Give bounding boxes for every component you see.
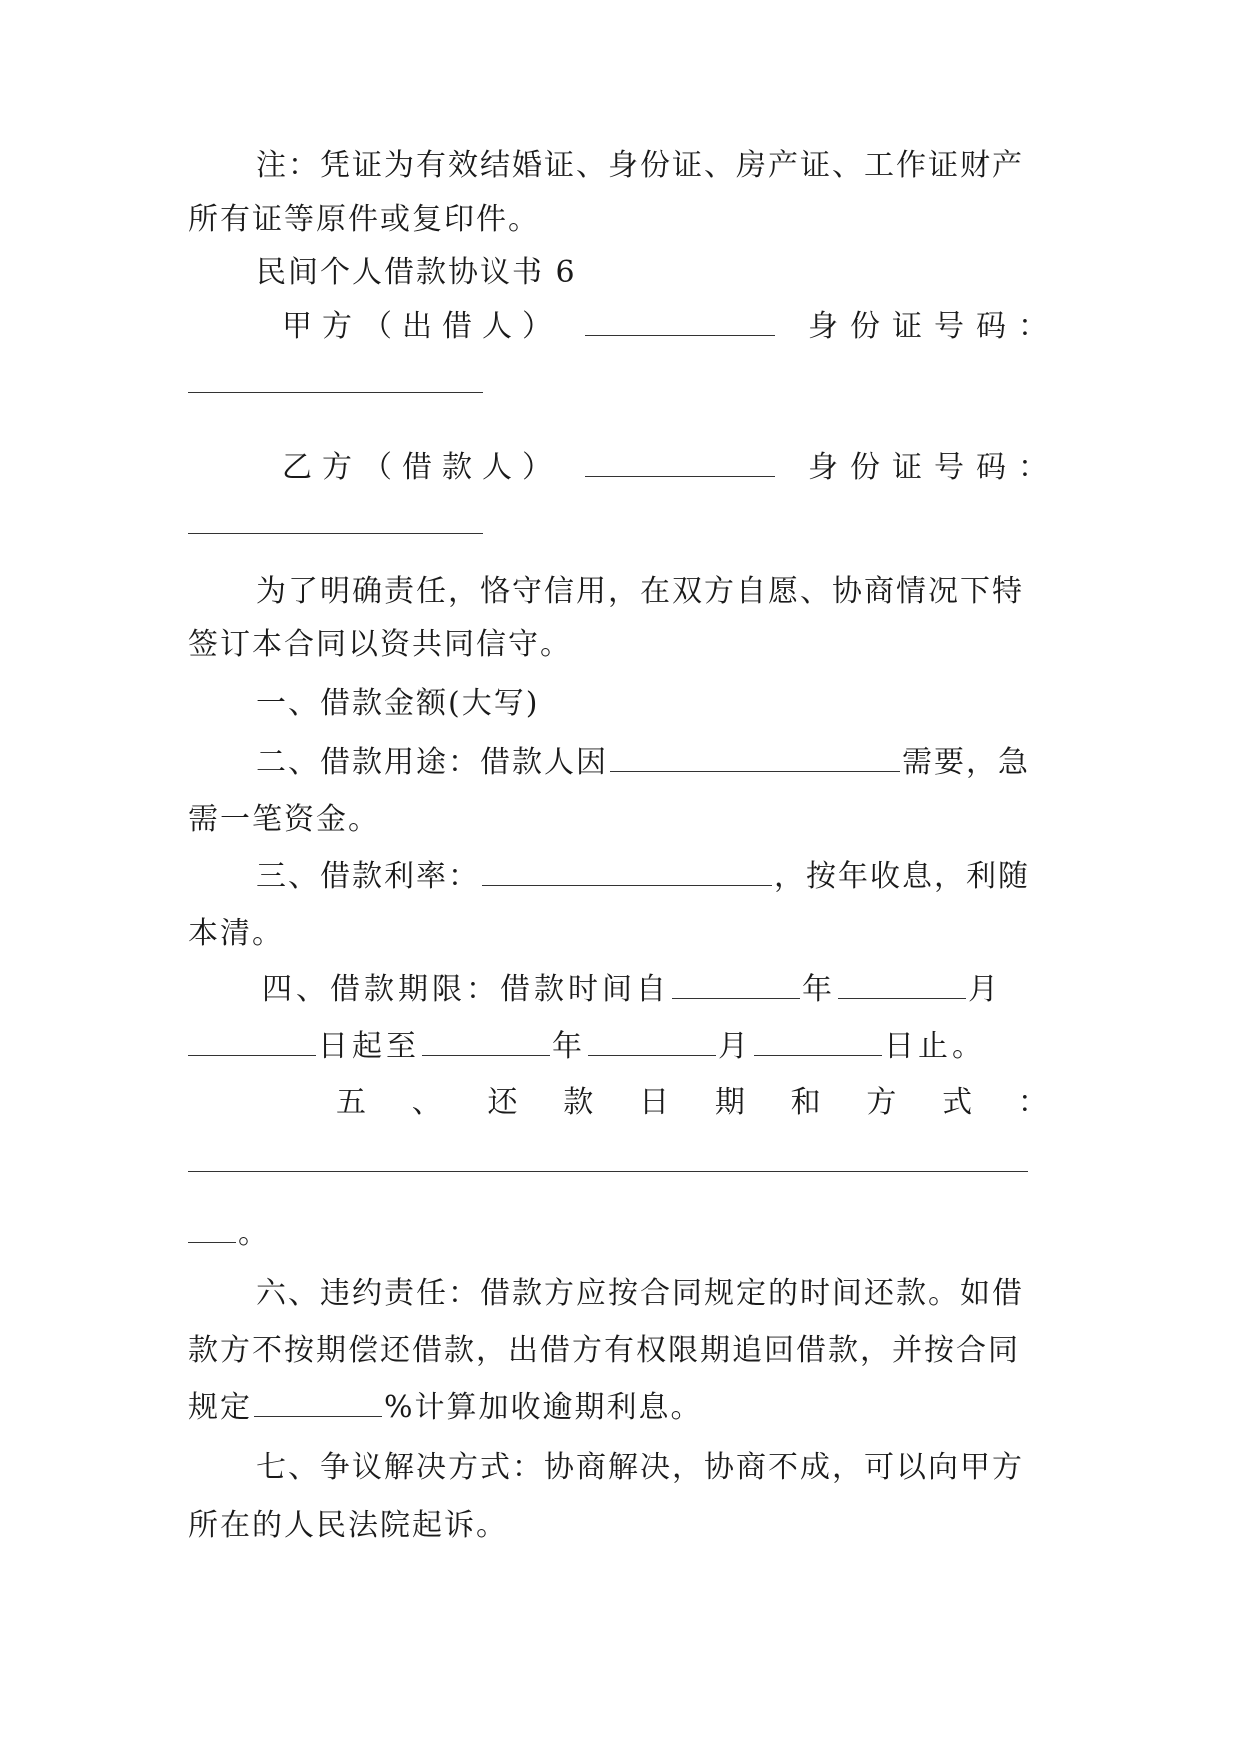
- clause-4-year: 年: [802, 972, 836, 1007]
- party-a-char: 人: [482, 309, 512, 344]
- intro-line-1: 为了明确责任，恪守信用，在双方自愿、协商情况下特: [256, 574, 1024, 609]
- party-a-char: 方: [322, 309, 352, 344]
- party-a-char: 借: [442, 309, 472, 344]
- clause-4-start-from: 日起至: [318, 1029, 420, 1064]
- party-b-id-label: [808, 448, 1048, 488]
- clause-4-month-2: 月: [718, 1029, 752, 1064]
- id-label-char: 份: [850, 450, 880, 485]
- clause-4-month: 月: [968, 972, 1002, 1007]
- clause-5-char: 式: [942, 1085, 973, 1120]
- party-a-char: ）: [522, 309, 552, 344]
- clause-4-year-2: 年: [552, 1029, 586, 1064]
- clause-6-line-2: 款方不按期偿还借款，出借方有权限期追回借款，并按合同: [188, 1333, 1020, 1368]
- clause-5-end: 。: [238, 1216, 270, 1251]
- note-line-1: 注：凭证为有效结婚证、身份证、房产证、工作证财产: [256, 148, 1024, 183]
- party-b-char: 乙: [282, 450, 312, 485]
- clause-5-char: 五: [336, 1085, 366, 1120]
- clause-4-end: 日止。: [884, 1029, 986, 1064]
- clause-5-char: 期: [714, 1085, 745, 1120]
- repayment-method-blank[interactable]: [188, 1171, 1028, 1172]
- clause-2-suffix: 需要，急: [902, 745, 1030, 780]
- start-month-blank[interactable]: [838, 970, 966, 999]
- clause-3-line-2: 本清。: [188, 916, 284, 951]
- id-label-char: 身: [808, 450, 838, 485]
- clause-5-end-line: [188, 1214, 1048, 1254]
- id-label-char: 码: [976, 450, 1006, 485]
- note-line-2: 所有证等原件或复印件。: [188, 202, 540, 237]
- overdue-rate-blank[interactable]: [254, 1388, 382, 1417]
- id-label-char: 码: [976, 309, 1006, 344]
- id-label-char: 证: [892, 309, 922, 344]
- clause-5-char: 款: [563, 1085, 594, 1120]
- clause-2-line-1: [256, 743, 1048, 783]
- id-label-char: ：: [1018, 309, 1048, 344]
- clause-7-line-1: 七、争议解决方式：协商解决，协商不成，可以向甲方: [256, 1450, 1024, 1485]
- party-b-name-blank[interactable]: [585, 448, 775, 477]
- party-a-row: [282, 307, 1048, 347]
- clause-3-suffix: ，按年收息，利随: [774, 859, 1030, 894]
- party-a-id-blank[interactable]: [188, 392, 483, 393]
- party-b-label: [282, 448, 552, 488]
- party-b-char: 借: [402, 450, 432, 485]
- party-b-char: 方: [322, 450, 352, 485]
- clause-1: 一、借款金额(大写): [256, 686, 540, 721]
- id-label-char: 证: [892, 450, 922, 485]
- id-label-char: 号: [934, 309, 964, 344]
- repayment-method-blank-end[interactable]: [188, 1214, 236, 1243]
- clause-6-line-3: [188, 1388, 1048, 1428]
- clause-3-prefix: 三、借款利率：: [256, 859, 480, 894]
- id-label-char: 份: [850, 309, 880, 344]
- id-label-char: 身: [808, 309, 838, 344]
- start-year-blank[interactable]: [672, 970, 800, 999]
- loan-purpose-blank[interactable]: [610, 743, 900, 772]
- party-a-id-label: [808, 307, 1048, 347]
- party-b-char: 人: [482, 450, 512, 485]
- clause-6-suffix: %计算加收逾期利息。: [384, 1390, 703, 1425]
- clause-7-line-2: 所在的人民法院起诉。: [188, 1508, 508, 1543]
- party-b-char: 款: [442, 450, 472, 485]
- clause-4-line-1: [262, 970, 1048, 1010]
- party-b-char: （: [362, 450, 392, 485]
- party-a-char: （: [362, 309, 392, 344]
- interest-rate-blank[interactable]: [482, 857, 772, 886]
- clause-5-char: 和: [790, 1085, 821, 1120]
- clause-4-prefix: 四、借款期限：借款时间自: [262, 972, 670, 1007]
- party-b-id-blank[interactable]: [188, 533, 483, 534]
- clause-5-char: 日: [639, 1085, 670, 1120]
- party-b-char: ）: [522, 450, 552, 485]
- clause-6-line-1: 六、违约责任：借款方应按合同规定的时间还款。如借: [256, 1276, 1024, 1311]
- clause-5-char: 、: [411, 1085, 442, 1120]
- clause-5-char: 方: [866, 1085, 897, 1120]
- clause-5-heading: [336, 1083, 1048, 1123]
- clause-4-line-2: [188, 1027, 1048, 1067]
- intro-line-2: 签订本合同以资共同信守。: [188, 627, 572, 662]
- party-a-name-blank[interactable]: [585, 307, 775, 336]
- party-a-char: 出: [402, 309, 432, 344]
- end-day-blank[interactable]: [754, 1027, 882, 1056]
- start-day-blank[interactable]: [188, 1027, 316, 1056]
- party-a-char: 甲: [282, 309, 312, 344]
- clause-2-line-2: 需一笔资金。: [188, 802, 380, 837]
- clause-3-line-1: [256, 857, 1048, 897]
- party-a-label: [282, 307, 552, 347]
- clause-6-prefix: 规定: [188, 1390, 252, 1425]
- end-month-blank[interactable]: [588, 1027, 716, 1056]
- document-title: 民间个人借款协议书 6: [256, 255, 577, 290]
- clause-2-prefix: 二、借款用途：借款人因: [256, 745, 608, 780]
- id-label-char: 号: [934, 450, 964, 485]
- id-label-char: ：: [1018, 450, 1048, 485]
- clause-5-char: 还: [487, 1085, 518, 1120]
- clause-5-char: ：: [1017, 1085, 1048, 1120]
- party-b-row: [282, 448, 1048, 488]
- end-year-blank[interactable]: [422, 1027, 550, 1056]
